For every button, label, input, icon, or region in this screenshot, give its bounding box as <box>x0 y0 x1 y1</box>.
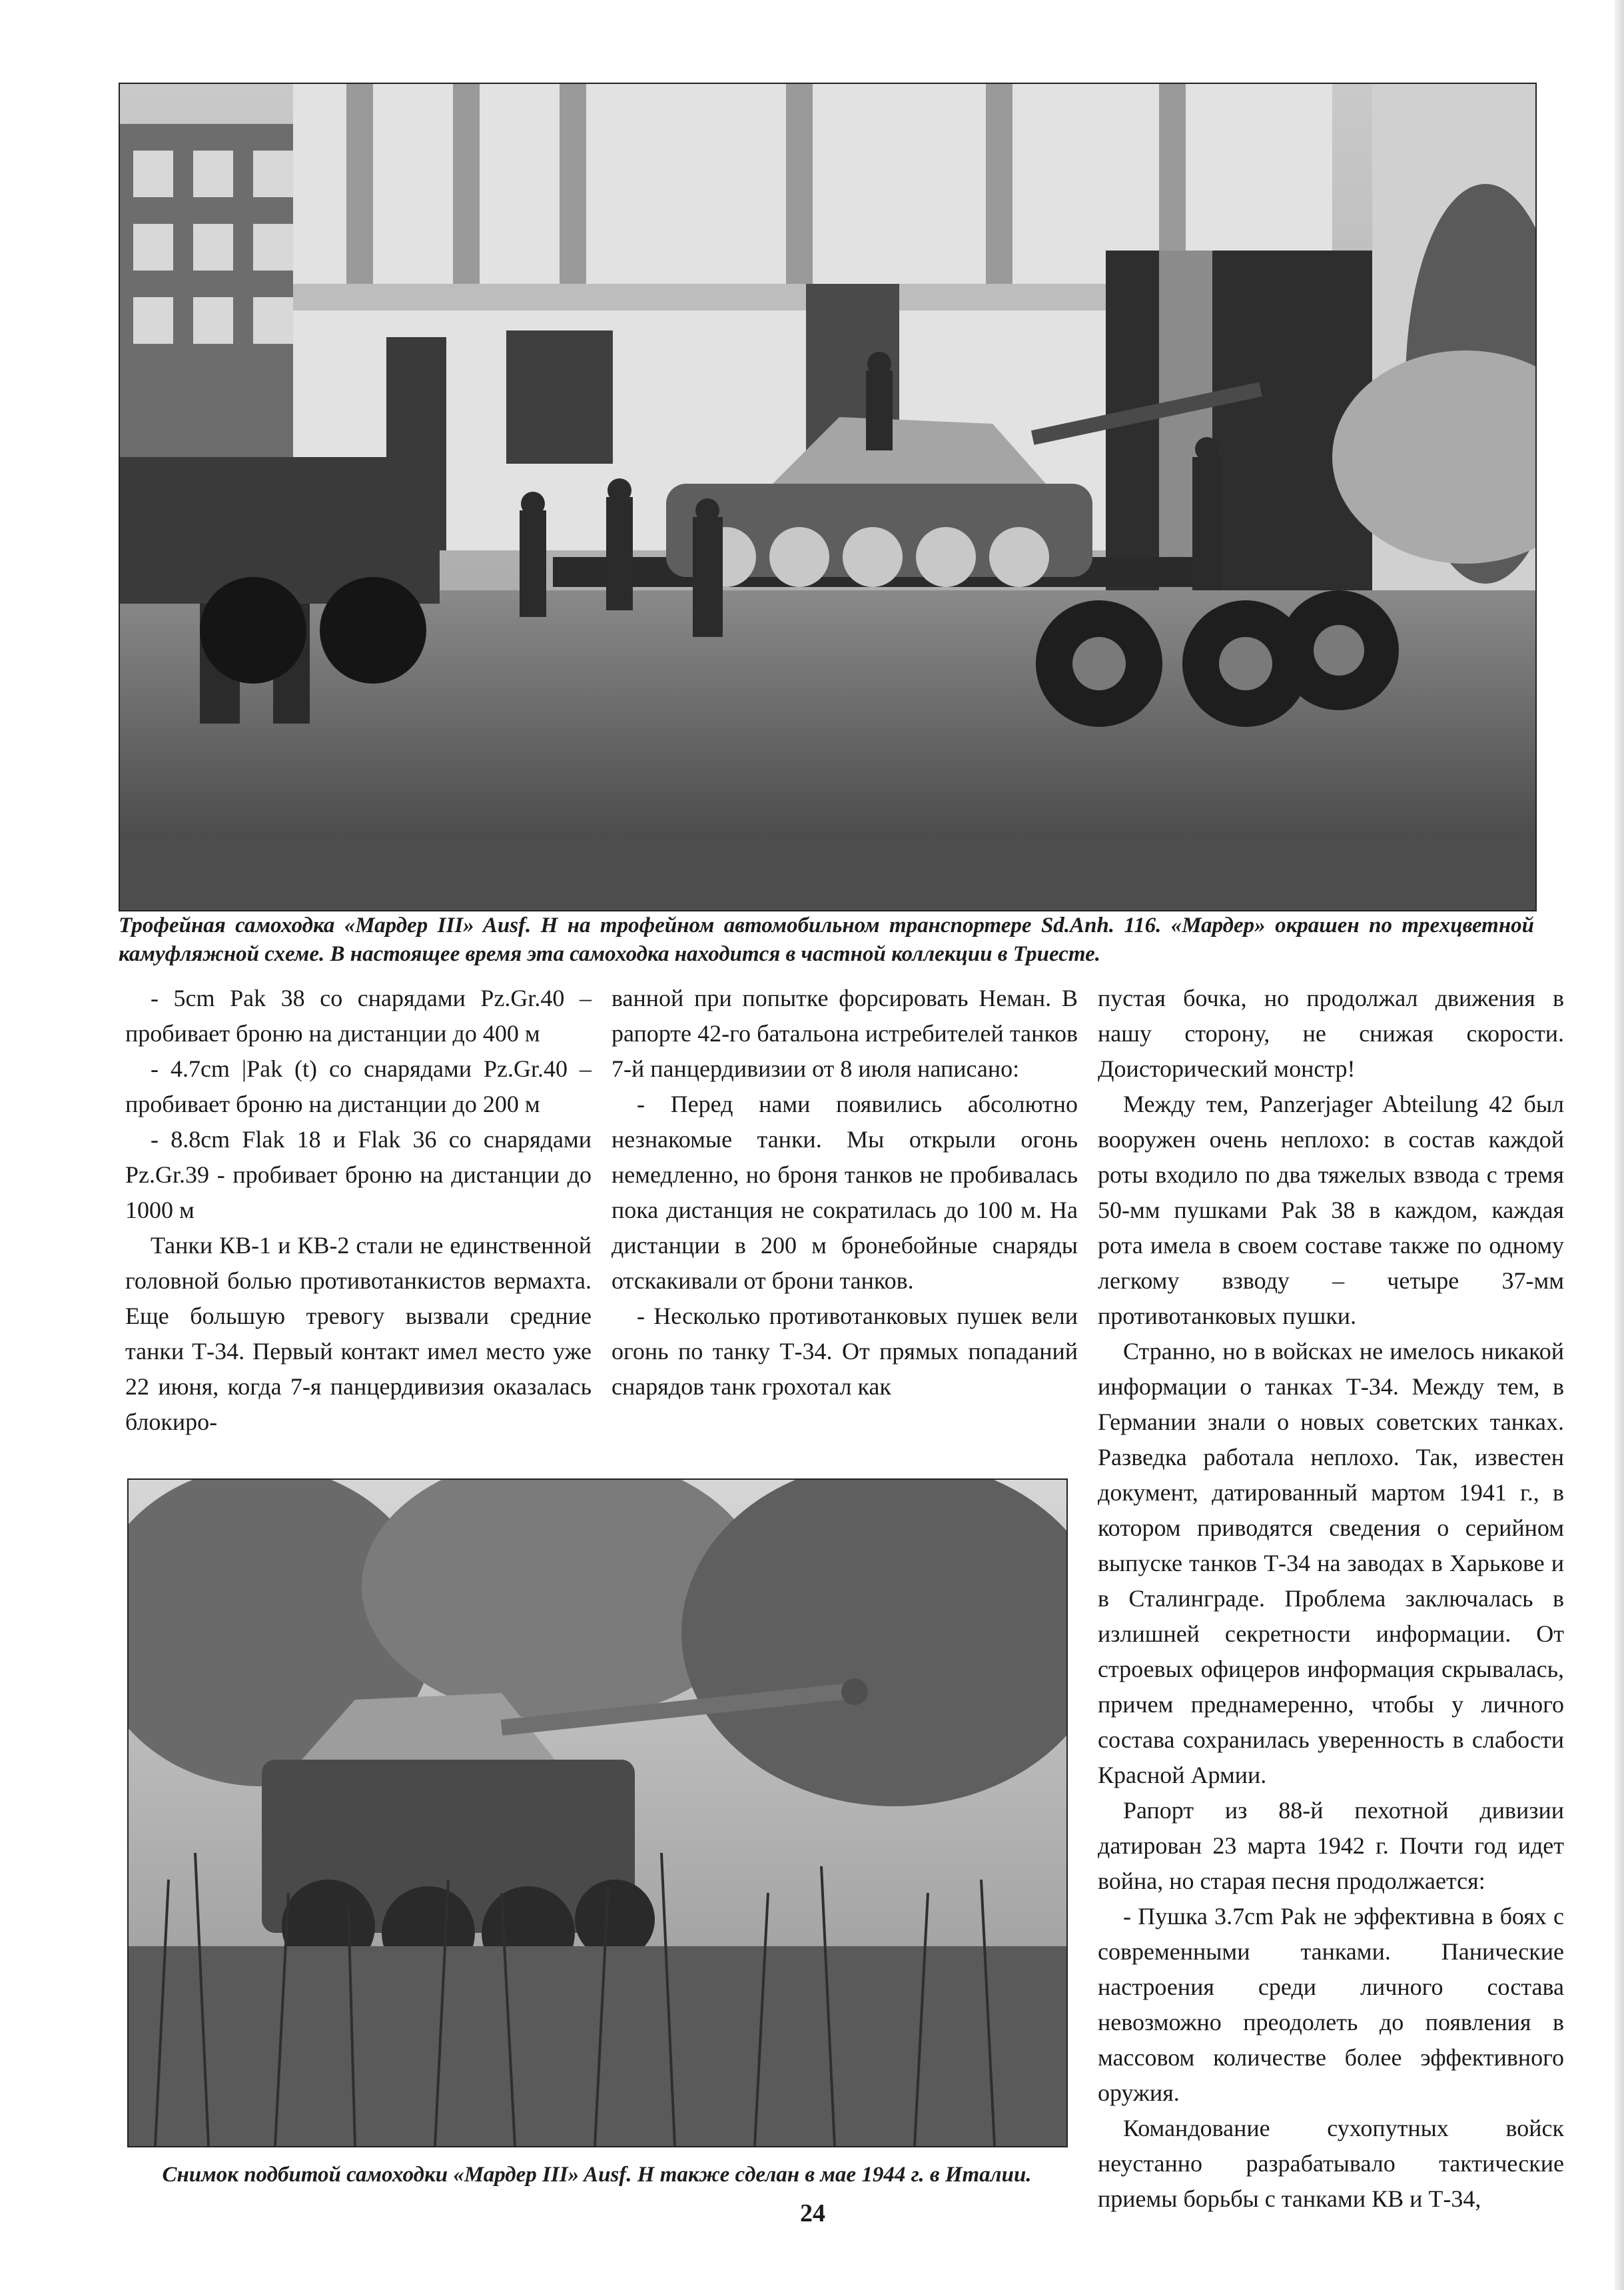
photo-caption-bottom: Снимок подбитой самоходки «Мардер III» Ausf. H также сделан в мае 1944 г. в Италии. <box>162 2163 1032 2187</box>
trailer-photo <box>119 83 1537 911</box>
paragraph: - 8.8cm Flak 18 и Flak 36 со снарядами Pz.Gr.39 - пробивает броню на дистанции до 1000 м <box>125 1126 592 1223</box>
page-number: 24 <box>800 2199 825 2227</box>
knocked-out-marder-drawing <box>129 1480 1066 2146</box>
photo-caption-top: Трофейная самоходка «Мардер III» Ausf. H на трофейном автомобильном транспортере Sd.Anh. 116. «Мардер» окрашен по трехцветной камуфляжной схеме. В настоящее время эта самоходка находится в частной коллекции в Триесте. <box>119 913 1534 966</box>
paragraph: - 5cm Pak 38 со снарядами Pz.Gr.40 – пробивает броню на дистанции до 400 м <box>125 985 592 1047</box>
paragraph: - 4.7cm |Pak (t) со снарядами Pz.Gr.40 – пробивает броню на дистанции до 200 м <box>125 1055 592 1117</box>
paragraph: Рапорт из 88-й пехотной дивизии датирован 23 марта 1942 г. Почти год идет война, но старая песня продолжается: <box>1098 1797 1564 1894</box>
text-column-1 <box>125 981 592 1440</box>
paragraph: Танки КВ-1 и КВ-2 стали не единственной головной болью противотанкистов вермахта. Еще большую тревогу вызвали средние танки Т-34. Первый контакт имел место уже 22 июня, когда 7-я панцердивизия оказалась блокиро- <box>125 1232 592 1435</box>
knocked-out-marder-photo <box>127 1478 1068 2147</box>
page-edge <box>1615 0 1624 2290</box>
paragraph: Командование сухопутных войск неустанно разрабатывало тактические приемы борьбы с танками КВ и Т-34, <box>1098 2115 1564 2212</box>
paragraph: Странно, но в войсках не имелось никакой информации о танках Т-34. Между тем, в Германии знали о новых советских танках. Разведка работала неплохо. Так, известен документ, датированный мартом 1941 г., в котором приводятся сведения о серийном выпуске танков Т-34 на заводах в Харькове и в Сталинграде. Проблема заключалась в излишней секретности информации. От строевых офицеров информация скрывалась, причем преднамеренно, чтобы у личного состава сохранилась уверенность в слабости Красной Армии. <box>1098 1338 1564 1788</box>
trailer-photo-drawing <box>120 84 1535 910</box>
paragraph: - Несколько противотанковых пушек вели огонь по танку Т-34. От прямых попаданий снарядов танк грохотал как <box>611 1303 1078 1400</box>
paragraph: - Пушка 3.7cm Pak не эффективна в боях с современными танками. Панические настроения среди личного состава невозможно преодолеть до появления в массовом количестве более эффективного оружия. <box>1098 1903 1564 2106</box>
text-column-3 <box>1098 981 1564 2217</box>
paragraph: пустая бочка, но продолжал движения в нашу сторону, не снижая скорости. Доисторический монстр! <box>1098 985 1564 1082</box>
text-column-2 <box>611 981 1078 1405</box>
paragraph: - Перед нами появились абсолютно незнакомые танки. Мы открыли огонь немедленно, но броня танков не пробивалась пока дистанция не сократилась до 100 м. На дистанции в 200 м бронебойные снаряды отскакивали от брони танков. <box>611 1091 1078 1294</box>
paragraph: Между тем, Panzerjager Abteilung 42 был вооружен очень неплохо: в состав каждой роты входило по два тяжелых взвода с тремя 50-мм пушками Pak 38 в каждом, каждая рота имела в своем составе также по одному легкому взводу – четыре 37-мм противотанковых пушки. <box>1098 1091 1564 1329</box>
paragraph: ванной при попытке форсировать Неман. В рапорте 42-го батальона истребителей танков 7-й панцердивизии от 8 июля написано: <box>611 985 1078 1082</box>
